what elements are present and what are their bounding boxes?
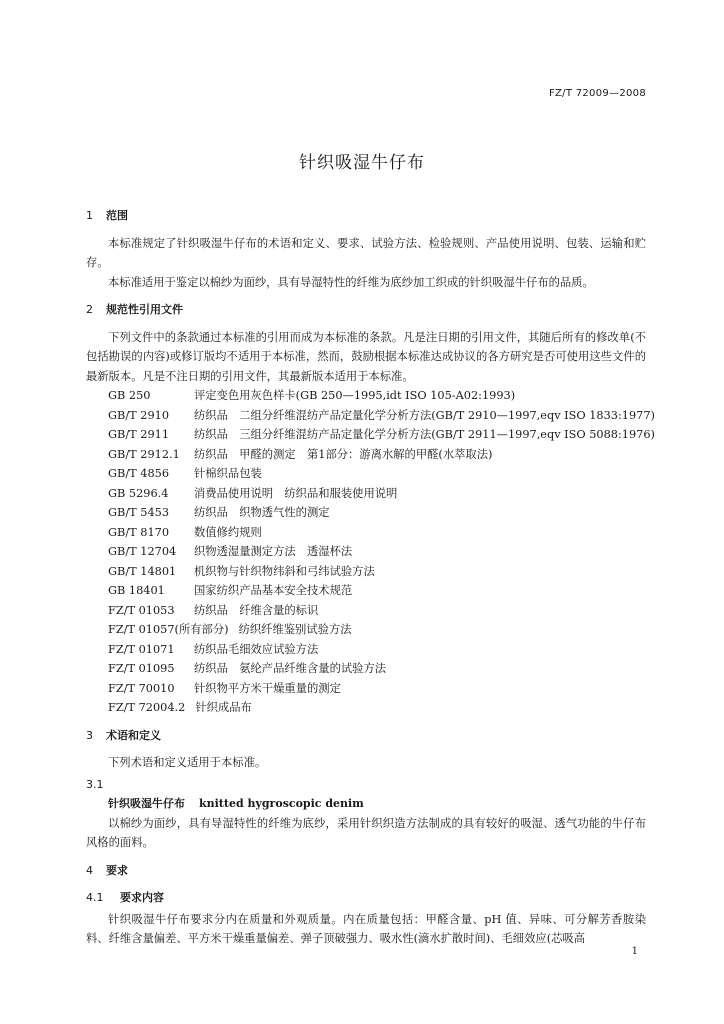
reference-code: GB/T 12704	[108, 545, 177, 558]
section-title: 要求	[106, 863, 128, 877]
requirements-paragraph: 针织吸湿牛仔布要求分内在质量和外观质量。内在质量包括：甲醛含量、pH 值、异味、可分解芳香胺染料、纤维含量偏差、平方米干燥重量偏差、弹子顶破强力、吸水性(滴水扩散时间)、毛细效应(芯吸高	[86, 912, 646, 945]
reference-code: GB/T 4856	[108, 467, 170, 480]
reference-title: 针织物平方米干燥重量的测定	[194, 681, 341, 695]
reference-item	[86, 484, 646, 504]
reference-title: 纺织品 甲醛的测定 第1部分：游离水解的甲醛(水萃取法)	[194, 447, 493, 461]
reference-code: FZ/T 70010	[108, 681, 175, 695]
reference-item	[86, 542, 646, 562]
reference-title: 针棉织品包装	[194, 467, 262, 480]
reference-code: GB/T 8170	[108, 525, 170, 539]
terms-intro: 下列术语和定义适用于本标准。	[108, 756, 267, 769]
reference-title: 机织物与针织物纬斜和弓纬试验方法	[194, 564, 375, 578]
reference-code: GB/T 14801	[108, 564, 177, 578]
scope-paragraph-2: 本标准适用于鉴定以棉纱为面纱，具有导湿特性的纤维为底纱加工织成的针织吸湿牛仔布的品质。	[108, 275, 594, 289]
reference-item	[86, 640, 646, 660]
reference-code: GB/T 5453	[108, 506, 170, 519]
section-number: 4	[86, 863, 93, 877]
clause-number: 3.1	[86, 777, 104, 791]
reference-item	[86, 406, 655, 426]
section-2-heading	[86, 300, 646, 320]
reference-item	[86, 601, 646, 621]
reference-title: 纺织品毛细效应试验方法	[194, 642, 319, 656]
reference-title: 纺织品 三组分纤维混纺产品定量化学分析方法(GB/T 2911—1997,eqv ISO 5088:1976)	[194, 428, 655, 441]
reference-item	[86, 581, 646, 601]
reference-code: GB/T 2911	[108, 428, 170, 441]
reference-title: 纺织品 二组分纤维混纺产品定量化学分析方法(GB/T 2910—1997,eqv ISO 1833:1977)	[194, 408, 655, 422]
reference-item	[86, 620, 646, 640]
reference-code: FZ/T 01071	[108, 642, 175, 656]
term-definition: 以棉纱为面纱，具有导湿特性的纤维为底纱，采用针织织造方法制成的具有较好的吸湿、透气功能的牛仔布风格的面料。	[86, 816, 646, 849]
term-chinese: 针织吸湿牛仔布	[108, 797, 185, 810]
reference-title: 数值修约规则	[194, 525, 262, 539]
reference-list	[86, 386, 655, 718]
reference-code: FZ/T 01095	[108, 662, 175, 675]
page-number: 1	[631, 946, 638, 957]
section-number: 2	[86, 303, 93, 316]
section-3-heading	[86, 726, 646, 746]
clause-title: 要求内容	[120, 891, 164, 904]
reference-item	[86, 679, 646, 699]
reference-title: 评定变色用灰色样卡(GB 250—1995,idt ISO 105-A02:1993)	[194, 389, 516, 402]
reference-item	[86, 464, 646, 484]
reference-code: GB/T 2912.1	[108, 447, 180, 461]
term-english: knitted hygroscopic denim	[199, 797, 364, 810]
document-body	[86, 206, 655, 949]
section-4-heading	[86, 861, 646, 881]
reference-item	[86, 562, 646, 582]
section-title: 范围	[106, 209, 128, 222]
reference-code: FZ/T 72004.2	[108, 701, 186, 714]
reference-code: GB/T 2910	[108, 408, 170, 422]
reference-item	[86, 659, 646, 679]
clause-number: 4.1	[86, 891, 104, 904]
clause-4-1-heading	[86, 888, 646, 908]
reference-code: GB 18401	[108, 584, 165, 597]
standard-number: FZ/T 72009—2008	[548, 88, 646, 99]
reference-item	[86, 445, 646, 465]
references-intro: 下列文件中的条款通过本标准的引用而成为本标准的条款。凡是注日期的引用文件，其随后所有的修改单(不包括勘误的内容)或修订版均不适用于本标准，然而，鼓励根据本标准达成协议的各方研究是否可使用这些文件的最新版本。凡是不注日期的引用文件，其最新版本适用于本标准。	[86, 330, 646, 383]
reference-item	[86, 503, 646, 523]
reference-title: 消费品使用说明 纺织品和服装使用说明	[194, 486, 398, 500]
reference-item	[86, 386, 646, 406]
scope-paragraph-1: 本标准规定了针织吸湿牛仔布的术语和定义、要求、试验方法、检验规则、产品使用说明、包装、运输和贮存。	[86, 236, 646, 269]
reference-title: 纺织纤维鉴别试验方法	[238, 623, 352, 636]
section-number: 1	[86, 209, 93, 222]
reference-code: FZ/T 01057(所有部分)	[108, 623, 229, 636]
section-1-heading	[86, 206, 646, 226]
reference-item	[86, 523, 646, 543]
reference-code: GB 5296.4	[108, 486, 169, 500]
reference-title: 纺织品 织物透气性的测定	[194, 506, 330, 519]
term-entry	[86, 794, 646, 814]
reference-title: 针织成品布	[195, 701, 252, 714]
reference-title: 纺织品 纤维含量的标识	[194, 603, 319, 617]
reference-title: 国家纺织产品基本安全技术规范	[194, 584, 353, 597]
document-title: 针织吸湿牛仔布	[299, 153, 425, 173]
reference-title: 纺织品 氨纶产品纤维含量的试验方法	[194, 662, 387, 675]
reference-code: GB 250	[108, 389, 151, 402]
section-title: 规范性引用文件	[106, 303, 183, 316]
reference-code: FZ/T 01053	[108, 603, 175, 617]
reference-title: 织物透湿量测定方法 透湿杯法	[194, 545, 353, 558]
reference-item	[86, 698, 646, 718]
section-title: 术语和定义	[106, 728, 161, 742]
reference-item	[86, 425, 655, 445]
section-number: 3	[86, 728, 93, 742]
